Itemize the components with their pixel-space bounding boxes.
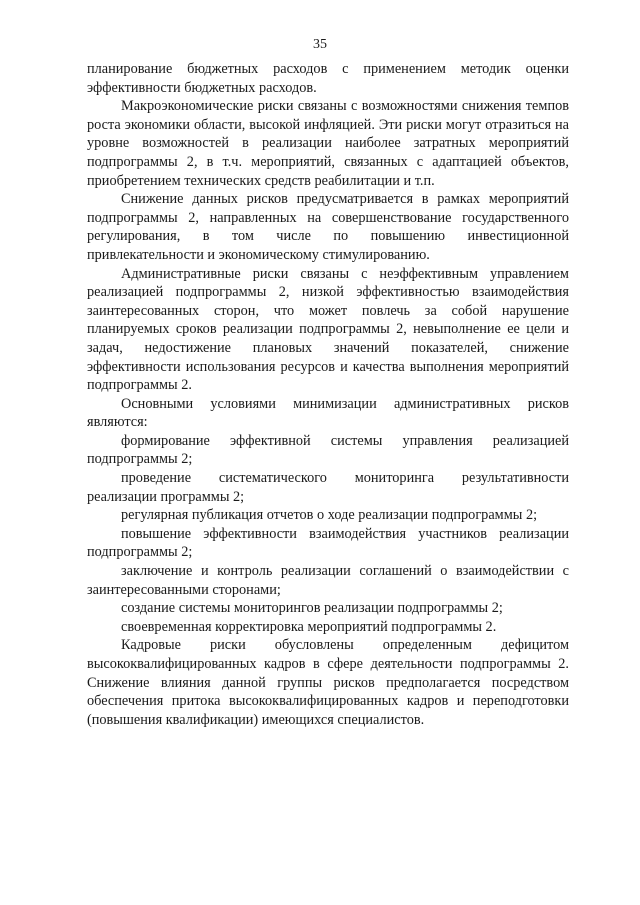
paragraph-macroeconomic-risks: Макроэкономические риски связаны с возможностями снижения темпов роста экономики области, высокой инфляцией. Эти риски могут отразиться на уровне возможностей в реализации наиболее затратных мероприятий подпрограммы 2, в т.ч. мероприятий, связанных с адаптацией объектов, приобретением технических средств реабилитации и т.п. [87,98,569,189]
paragraph-administrative-risks: Административные риски связаны с неэффективным управлением реализацией подпрограммы 2, низкой эффективностью взаимодействия заинтересованных сторон, что может повлечь за собой нарушение планируемых сроков реализации подпрограммы 2, невыполнение ее цели и задач, недостижение плановых значений показателей, снижение эффективности использования ресурсов и качества выполнения мероприятий подпрограммы 2. [87,265,569,394]
paragraph-personnel-risks: Кадровые риски обусловлены определенным дефицитом высококвалифицированных кадров в сфере деятельности подпрограммы 2. Снижение влияния данной группы рисков предполагается посредством обеспечения притока высококвалифицированных кадров и переподготовки (повышения квалификации) имеющихся специалистов. [87,637,569,728]
paragraph-risk-reduction: Снижение данных рисков предусматривается в рамках мероприятий подпрограммы 2, направленных на совершенствование государственного регулирования, в том числе по повышению инвестиционной привлекательности и экономическому стимулированию. [87,191,569,263]
list-item-management-system: формирование эффективной системы управления реализацией подпрограммы 2; [87,432,569,468]
page-body [87,60,569,729]
list-item-reports: регулярная публикация отчетов о ходе реализации подпрограммы 2; [121,507,538,524]
list-item-interaction: повышение эффективности взаимодействия участников реализации подпрограммы 2; [87,525,569,561]
list-item-adjustment: своевременная корректировка мероприятий подпрограммы 2. [121,618,497,635]
list-item-monitoring-system: создание системы мониторингов реализации подпрограммы 2; [121,600,503,617]
list-item-agreements: заключение и контроль реализации соглашений о взаимодействии с заинтересованными сторонами; [87,563,569,598]
paragraph-minimization-conditions: Основными условиями минимизации административных рисков являются: [87,395,569,431]
paragraph-continuation: планирование бюджетных расходов с применением методик оценки эффективности бюджетных расходов. [87,61,569,96]
page-number: 35 [313,37,327,52]
list-item-monitoring: проведение систематического мониторинга результативности реализации программы 2; [87,470,569,505]
